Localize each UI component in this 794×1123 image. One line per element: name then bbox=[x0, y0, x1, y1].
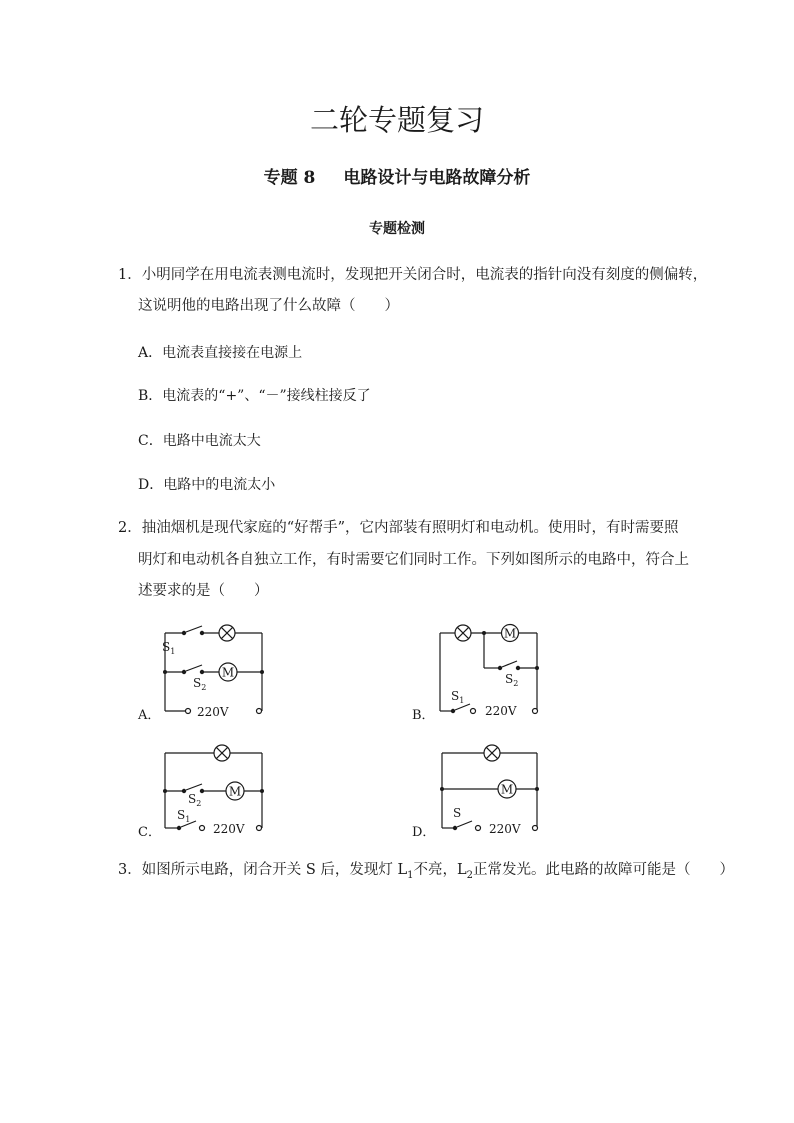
option-label-a: A． bbox=[138, 708, 161, 723]
option-label-b: B． bbox=[412, 708, 435, 723]
circuit-diagram-d bbox=[405, 737, 550, 842]
switch-s-label: S bbox=[453, 806, 462, 820]
switch-s2-label: $S_2$ bbox=[505, 672, 519, 688]
question-1-option-b: B．电流表的“+”、“－”接线柱接反了 bbox=[138, 388, 371, 404]
question-1-option-d: D．电路中的电流太小 bbox=[138, 477, 276, 493]
switch-s2-label: $S_2$ bbox=[193, 676, 207, 692]
question-1-line-2: 这说明他的电路出现了什么故障（ ） bbox=[138, 298, 399, 314]
question-1-option-a: A．电流表直接接在电源上 bbox=[138, 345, 303, 361]
switch-s1-label: $S_1$ bbox=[451, 689, 465, 705]
voltage-label: 220V bbox=[489, 822, 521, 836]
question-2-line-1: 2．抽油烟机是现代家庭的“好帮手”，它内部装有照明灯和电动机。使用时，有时需要照 bbox=[118, 520, 679, 536]
motor-label: M bbox=[228, 784, 242, 799]
switch-s2-label: $S_2$ bbox=[188, 792, 202, 808]
option-label-d: D． bbox=[412, 825, 436, 840]
circuit-diagram-b bbox=[405, 620, 550, 725]
switch-s1-label: $S_1$ bbox=[177, 808, 191, 824]
switch-s1-label: $S_1$ bbox=[162, 640, 176, 656]
question-2-line-3: 述要求的是（ ） bbox=[138, 583, 269, 599]
voltage-label: 220V bbox=[197, 705, 229, 719]
question-1-option-c: C．电路中电流太大 bbox=[138, 433, 261, 449]
section-heading: 专题检测 bbox=[369, 221, 425, 237]
page-title: 二轮专题复习 bbox=[309, 103, 484, 137]
motor-label: M bbox=[221, 665, 235, 680]
motor-label: M bbox=[503, 626, 517, 641]
question-1-line-1: 1．小明同学在用电流表测电流时，发现把开关闭合时，电流表的指针向没有刻度的侧偏转， bbox=[118, 267, 708, 283]
circuit-diagram-a bbox=[130, 620, 275, 725]
circuit-diagram-c bbox=[130, 737, 275, 842]
topic-subject: 电路设计与电路故障分析 bbox=[343, 168, 531, 188]
topic-number: 专题 8 bbox=[263, 168, 316, 188]
voltage-label: 220V bbox=[485, 704, 517, 718]
motor-label: M bbox=[500, 782, 514, 797]
question-3-text: 3．如图所示电路，闭合开关 S 后，发现灯 $L_1$不亮，$L_2$正常发光。此电路的故障可能是（ ） bbox=[118, 862, 735, 881]
option-label-c: C． bbox=[138, 825, 161, 840]
voltage-label: 220V bbox=[213, 822, 245, 836]
topic-heading bbox=[0, 163, 794, 188]
question-2-line-2: 明灯和电动机各自独立工作，有时需要它们同时工作。下列如图所示的电路中，符合上 bbox=[138, 552, 689, 568]
